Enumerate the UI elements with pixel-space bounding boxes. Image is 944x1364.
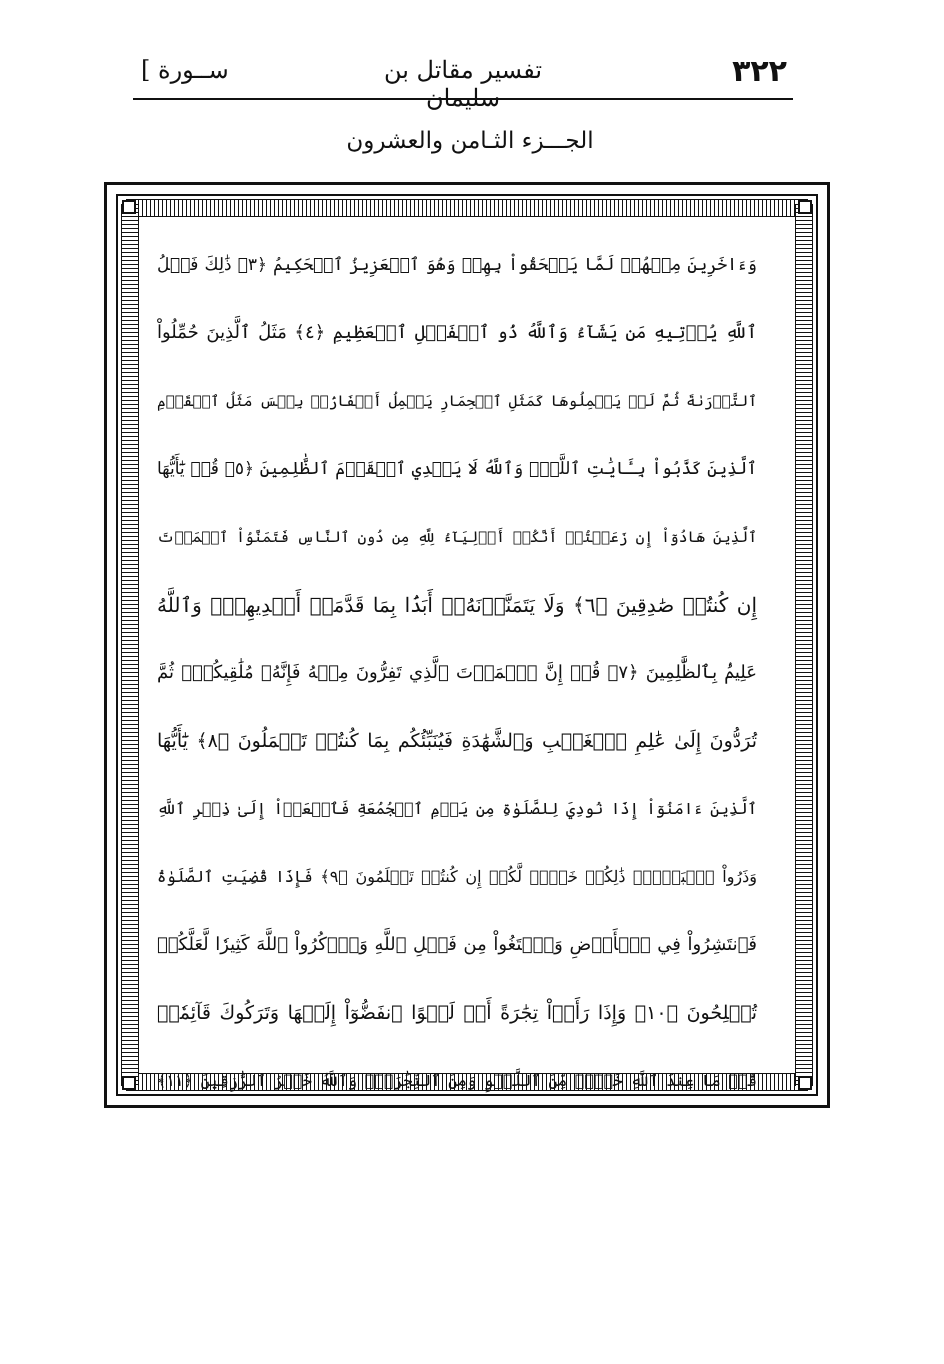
verse-line: ٱلَّذِينَ هَادُوٓاْ إِن زَعَمۡتُمۡ أَنَّكُمۡ أَوۡلِيَآءُ لِلَّهِ مِن دُونِ ٱلنَّاسِ فَتَمَنَّوُاْ ٱلۡمَوۡتَ xyxy=(157,528,757,546)
verse-line: وَذَرُواْ ٱلۡبَيۡعَۚ ذَٰلِكُمۡ خَيۡرٞ لَّكُمۡ إِن كُنتُمۡ تَعۡلَمُونَ ﴿٩﴾ فَإِذَا قُضِيَتِ ٱلصَّلَوٰةُ xyxy=(157,867,757,886)
frame-band-top xyxy=(126,199,808,217)
frame-corner-top-right xyxy=(798,200,812,214)
verse-line: تُفۡلِحُونَ ﴿١٠﴾ وَإِذَا رَأَوۡاْ تِجَٰرَةً أَوۡ لَهۡوًا ٱنفَضُّوٓاْ إِلَيۡهَا وَتَرَكُوكَ قَآئِمٗاۚ xyxy=(157,1002,757,1024)
verse-line: وَءَاخَرِينَ مِنۡهُمۡ لَمَّا يَلۡحَقُواْ بِهِمۡ وَهُوَ ٱلۡعَزِيزُ ٱلۡحَكِيمُ ﴿٣﴾ ذَٰلِكَ فَضۡلُ xyxy=(157,255,757,275)
juz-title: الجـــزء الثـامن والعشرون xyxy=(346,128,594,154)
header-rule xyxy=(133,98,793,100)
verse-line: ٱلَّذِينَ ءَامَنُوٓاْ إِذَا نُودِيَ لِلصَّلَوٰةِ مِن يَوۡمِ ٱلۡجُمُعَةِ فَٱسۡعَوۡاْ إِلَىٰ ذِكۡرِ ٱللَّهِ xyxy=(157,799,757,818)
verse-line: إِن كُنتُمۡ صَٰدِقِينَ ﴿٦﴾ وَلَا يَتَمَنَّوۡنَهُۥٓ أَبَدَۢا بِمَا قَدَّمَتۡ أَيۡدِيهِمۡۚ وَٱللَّهُ xyxy=(157,593,758,617)
frame-band-left xyxy=(121,204,139,1086)
verse-line: ٱلَّذِينَ كَذَّبُواْ بِـَٔايَٰتِ ٱللَّهِۚ وَٱللَّهُ لَا يَهۡدِي ٱلۡقَوۡمَ ٱلظَّٰلِمِينَ ﴿٥﴾ قُلۡ يَٰٓأَيُّهَا xyxy=(157,459,757,479)
verse-line: قُلۡ مَا عِندَ ٱللَّهِ خَيۡرٞ مِّنَ ٱللَّهۡوِ وَمِنَ ٱلتِّجَٰرَةِۚ وَٱللَّهُ خَيۡرُ ٱلرَّٰزِقِينَ ﴿١١﴾ xyxy=(157,1071,757,1090)
frame-corner-bottom-left xyxy=(122,1076,136,1090)
book-title: تفسير مقاتل بن سليمان xyxy=(383,56,543,112)
page-header xyxy=(133,52,793,112)
frame-corner-top-left xyxy=(122,200,136,214)
verse-line: ٱللَّهِ يُؤۡتِيهِ مَن يَشَآءُ وَٱللَّهُ ذُو ٱلۡفَضۡلِ ٱلۡعَظِيمِ ﴿٤﴾ مَثَلُ ٱلَّذِينَ حُمِّلُواْ xyxy=(157,322,758,343)
frame-corner-bottom-right xyxy=(798,1076,812,1090)
verse-line: عَلِيمُۢ بِٱلظَّٰلِمِينَ ﴿٧﴾ قُلۡ إِنَّ ٱلۡمَوۡتَ ٱلَّذِي تَفِرُّونَ مِنۡهُ فَإِنَّهُۥ مُلَٰقِيكُمۡۖ ثُمَّ xyxy=(157,662,757,683)
page-number: ٣٢٢ xyxy=(732,54,787,89)
verse-text-block xyxy=(157,233,758,1090)
sura-marker: [ ســورة xyxy=(141,56,229,84)
frame-band-right xyxy=(795,204,813,1086)
verse-line: فَٱنتَشِرُواْ فِي ٱلۡأَرۡضِ وَٱبۡتَغُواْ مِن فَضۡلِ ٱللَّهِ وَٱذۡكُرُواْ ٱللَّهَ كَثِيرٗا لَّعَلَّكُمۡ xyxy=(157,934,757,955)
verse-line: تُرَدُّونَ إِلَىٰ عَٰلِمِ ٱلۡغَيۡبِ وَٱلشَّهَٰدَةِ فَيُنَبِّئُكُم بِمَا كُنتُمۡ تَعۡمَلُونَ ﴿٨﴾ يَٰٓأَيُّهَا xyxy=(157,730,757,752)
verse-line: ٱلتَّوۡرَىٰةَ ثُمَّ لَمۡ يَحۡمِلُوهَا كَمَثَلِ ٱلۡحِمَارِ يَحۡمِلُ أَسۡفَارَۢاۚ بِئۡسَ مَثَلُ ٱلۡقَوۡمِ xyxy=(157,392,757,410)
